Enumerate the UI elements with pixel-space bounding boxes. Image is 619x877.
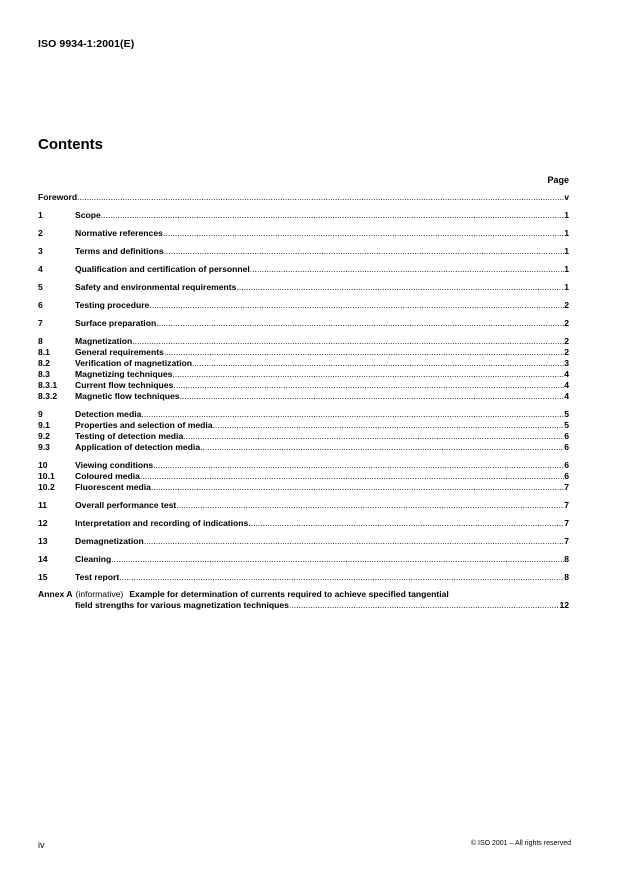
toc-number: 6 (38, 300, 43, 310)
toc-page: 6 (564, 460, 569, 470)
toc-entry[interactable] (38, 347, 569, 358)
toc-page: 7 (564, 482, 569, 492)
toc-label: Detection media (75, 409, 142, 419)
toc-label: Magnetizing techniques (75, 369, 173, 379)
page-title: Contents (38, 136, 103, 153)
dot-leader (192, 358, 564, 369)
toc-entry[interactable] (38, 420, 569, 431)
toc-entry[interactable] (38, 554, 569, 565)
toc-label: Qualification and certification of personnel (75, 264, 250, 274)
toc-number: 7 (38, 318, 43, 328)
toc-label: Current flow techniques (75, 380, 174, 390)
annex-title-line1: Example for determination of currents required to achieve specified tangential (129, 589, 449, 599)
toc-entry[interactable] (38, 380, 569, 391)
toc-page: 4 (564, 369, 569, 379)
toc-page: 1 (564, 246, 569, 256)
dot-leader (183, 431, 564, 442)
dot-leader (164, 246, 565, 257)
toc-label: Foreword (38, 192, 78, 202)
dot-leader (180, 391, 565, 402)
copyright-notice: © ISO 2001 – All rights reserved (470, 840, 571, 847)
toc-entry[interactable] (38, 482, 569, 493)
toc-page: 5 (564, 409, 569, 419)
toc-number: 8.3 (38, 369, 50, 379)
toc-label: Cleaning (75, 554, 112, 564)
dot-leader (149, 300, 564, 311)
toc-number: 8.1 (38, 347, 50, 357)
toc-entry[interactable] (38, 500, 569, 511)
dot-leader (164, 347, 564, 358)
toc-number: 9.2 (38, 431, 50, 441)
toc-page: 1 (564, 264, 569, 274)
toc-label: Application of detection media (75, 442, 201, 452)
toc-page: 2 (564, 318, 569, 328)
toc-entry[interactable] (38, 264, 569, 275)
toc-entry-foreword[interactable] (38, 192, 569, 203)
page-column-label: Page (547, 175, 569, 185)
toc-page: 2 (564, 300, 569, 310)
toc-label: Surface preparation (75, 318, 157, 328)
toc-number: 12 (38, 518, 48, 528)
toc-entry[interactable] (38, 442, 569, 453)
toc-number: 14 (38, 554, 48, 564)
toc-page: 8 (564, 572, 569, 582)
toc-page: 7 (564, 518, 569, 528)
toc-label: Test report (75, 572, 120, 582)
toc-number: 15 (38, 572, 48, 582)
toc-label: Normative references (75, 228, 163, 238)
toc-page: 3 (564, 358, 569, 368)
toc-number: 9 (38, 409, 43, 419)
toc-page: v (564, 192, 569, 202)
dot-leader (111, 554, 564, 565)
toc-entry[interactable] (38, 409, 569, 420)
toc-number: 2 (38, 228, 43, 238)
toc-entry-annex-a-continued[interactable] (75, 600, 569, 611)
toc-label: General requirements (75, 347, 164, 357)
toc-page: 7 (564, 500, 569, 510)
toc-number: 4 (38, 264, 43, 274)
toc-number: 10.1 (38, 471, 55, 481)
toc-page: 2 (564, 347, 569, 357)
dot-leader (156, 318, 564, 329)
toc-number: 1 (38, 210, 43, 220)
dot-leader (151, 482, 564, 493)
toc-page: 1 (564, 228, 569, 238)
toc-label: Magnetization (75, 336, 133, 346)
toc-entry[interactable] (38, 228, 569, 239)
dot-leader (200, 442, 564, 453)
dot-leader (101, 210, 564, 221)
toc-page: 6 (564, 471, 569, 481)
toc-number: 3 (38, 246, 43, 256)
toc-number: 8 (38, 336, 43, 346)
dot-leader (289, 600, 560, 611)
dot-leader (163, 228, 564, 239)
toc-label: Interpretation and recording of indications. (75, 518, 251, 528)
toc-number: 8.2 (38, 358, 50, 368)
toc-page: 1 (564, 282, 569, 292)
toc-page: 1 (564, 210, 569, 220)
toc-page: 6 (564, 431, 569, 441)
dot-leader (77, 192, 564, 203)
toc-entry[interactable] (38, 391, 569, 402)
toc-entry[interactable] (38, 369, 569, 380)
toc-entry[interactable] (38, 210, 569, 221)
toc-entry[interactable] (38, 431, 569, 442)
toc-entry[interactable] (38, 282, 569, 293)
toc-entry[interactable] (38, 572, 569, 583)
toc-page: 8 (564, 554, 569, 564)
toc-page: 5 (564, 420, 569, 430)
toc-label: Testing of detection media (75, 431, 184, 441)
toc-label: Viewing conditions (75, 460, 154, 470)
page-number: iv (38, 840, 45, 850)
toc-page: 2 (564, 336, 569, 346)
toc-entry[interactable] (38, 318, 569, 329)
toc-number: 11 (38, 500, 48, 510)
toc-label: Testing procedure (75, 300, 150, 310)
toc-page: 4 (564, 391, 569, 401)
toc-number: 8.3.2 (38, 391, 58, 401)
dot-leader (140, 471, 564, 482)
toc-entry[interactable] (38, 246, 569, 257)
annex-label: Annex A (38, 589, 73, 599)
toc-label: Properties and selection of media (75, 420, 213, 430)
toc-number: 10 (38, 460, 48, 470)
dot-leader (119, 572, 564, 583)
toc-number: 13 (38, 536, 48, 546)
toc-label: Coloured media (75, 471, 140, 481)
dot-leader (213, 420, 565, 431)
toc-page: 12 (559, 600, 569, 610)
toc-entry[interactable] (38, 336, 569, 347)
toc-label: Magnetic flow techniques (75, 391, 180, 401)
toc-label: Safety and environmental requirements (75, 282, 237, 292)
toc-entry[interactable] (38, 300, 569, 311)
dot-leader (251, 518, 565, 529)
dot-leader (132, 336, 564, 347)
toc-number: 9.3 (38, 442, 50, 452)
toc-number: 5 (38, 282, 43, 292)
dot-leader (176, 500, 564, 511)
toc-entry[interactable] (38, 460, 569, 471)
toc-label: Scope (75, 210, 101, 220)
dot-leader (153, 460, 564, 471)
dot-leader (173, 380, 564, 391)
toc-entry[interactable] (38, 536, 569, 547)
toc-entry[interactable] (38, 518, 569, 529)
toc-page: 6 (564, 442, 569, 452)
annex-note: (informative) (75, 589, 124, 599)
toc-number: 9.1 (38, 420, 50, 430)
toc-entry[interactable] (38, 471, 569, 482)
dot-leader (250, 264, 564, 275)
toc-number: 10.2 (38, 482, 55, 492)
toc-number: 8.3.1 (38, 380, 58, 390)
toc-entry[interactable] (38, 358, 569, 369)
annex-title-line2: field strengths for various magnetization techniques (75, 600, 289, 610)
toc-label: Fluorescent media (75, 482, 151, 492)
toc-page: 7 (564, 536, 569, 546)
dot-leader (144, 536, 564, 547)
document-id: ISO 9934-1:2001(E) (38, 38, 135, 50)
toc-label: Overall performance test (75, 500, 177, 510)
toc-label: Verification of magnetization (75, 358, 192, 368)
dot-leader (141, 409, 564, 420)
dot-leader (236, 282, 564, 293)
dot-leader (172, 369, 564, 380)
toc-label: Demagnetization (75, 536, 144, 546)
toc-label: Terms and definitions (75, 246, 164, 256)
toc-page: 4 (564, 380, 569, 390)
toc-entry-annex-a[interactable] (38, 589, 569, 600)
